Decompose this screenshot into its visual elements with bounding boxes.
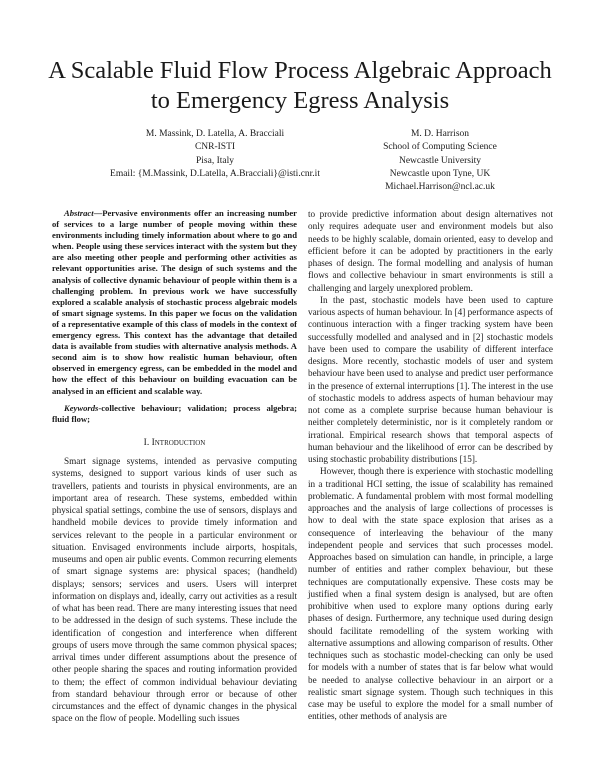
author-names: M. D. Harrison <box>410 129 470 139</box>
intro-paragraph: Smart signage systems, intended as pervasive computing systems, designed to support various kinds of user such as travellers, patients and tourists in physical environments, are an important area of research. These systems, embedded within physical spatial settings, combine the use of sensors, displays and handheld mobile devices to provide timely information and services relevant to the people in a particular environment or situation. Envisaged environments include airports, hospitals, museums and open air public events. Common recurring elements of smart signage systems are: physical spaces; (handheld) displays; sensors; services and users. Users will interpret information on displays and, ideally, carry out activities as a result of what has been read. There are many interesting issues that need to be addressed in the design of such systems. These include the identification of congestion and interference when different groups of users move through the same common physical spaces; arrival times under different assumptions about the presence of other people sharing the spaces and routing information provided to them; the effect of common individual behaviour deviating from standard behaviour through error or because of other circumstances and the effect of dynamic changes in the physical space on the flow of people. Modelling such issues <box>52 456 297 724</box>
title-line-1: A Scalable Fluid Flow Process Algebraic Approach <box>48 57 552 84</box>
body-paragraph: In the past, stochastic models have been used to capture various aspects of human behaviour. In [4] performance aspects of continuous interaction with a finger tracking system have been successfully modelled and analysed and in [2] stochastic models have been used to compare the usability of different interface designs. More recently, stochastic models of user and system behaviour have been used to analyse and predict user performance in the presence of external interruptions [1]. The interest in the use of stochastic models to address aspects of human behaviour may not come as a complete surprise because human behaviour is neither completely deterministic, nor is it completely random or irrational. Empirical research shows that temporal aspects of human behaviour and the likelihood of error can be described by using stochastic probability distributions [15]. <box>308 294 553 464</box>
right-column <box>308 208 553 723</box>
author-email: Email: {M.Massink, D.Latella, A.Bracciali}@isti.cnr.it <box>110 168 320 179</box>
paper-title <box>40 56 560 116</box>
left-column <box>52 208 297 725</box>
author-location: Newcastle upon Tyne, UK <box>389 168 491 179</box>
keywords-text: -collective behaviour; validation; process algebra; fluid flow; <box>52 402 297 424</box>
author-block-left <box>80 128 350 181</box>
keywords-label: Keywords <box>64 402 99 413</box>
title-line-2: to Emergency Egress Analysis <box>150 87 450 114</box>
author-institution: CNR-ISTI <box>194 142 236 153</box>
abstract-text: —Pervasive environments offer an increasing number of services to a large number of people moving within these environments including timely information about where to go and when. People using these services interact with the system but they are also meeting other people and performing other activities as relevant opportunities arise. The design of such systems and the analysis of collective dynamic behaviour of people within them is a challenging problem. In previous work we have successfully explored a scalable analysis of stochastic process algebraic models of smart signage systems. In this paper we focus on the validation of a representative example of this class of models in the context of emergency egress. This context has the advantage that detailed data is available from studies with alternative analysis methods. A second aim is to show how realistic human behaviour, often observed in emergency egress, can be embedded in the model and how the effect of this behaviour on building evacuation can be analysed in an efficient and scalable way. <box>52 208 297 396</box>
abstract-label: Abstract <box>64 208 94 218</box>
keywords <box>52 403 297 425</box>
body-paragraph: to provide predictive information about design alternatives not only requires adequate user and environment models but also needs to be highly scalable, domain oriented, easy to develop and efficient before it can be adopted by practitioners in the early phases of design. The formal modelling and analysis of human flows and collective behaviour in smart environments is still a challenging and largely unexplored problem. <box>308 209 553 293</box>
author-university: Newcastle University <box>398 155 482 166</box>
section-heading-introduction: I. Introduction <box>143 437 206 448</box>
body-paragraph: However, though there is experience with stochastic modelling in a traditional HCI setting, the issue of scalability has remained problematic. A fundamental problem with most formal modelling approaches and the analysis of large collections of processes is how to deal with the state space explosion that arises as a consequence of interleaving the behaviour of the many independent people and services that such processes model. Approaches based on simulation can handle, in principle, a large number of entities and rather complex behaviour, but these techniques are computationally expensive. These costs may be justified when a final system design is analysed, but are often prohibitive when used to explore many options during early phases of design. Furthermore, any technique used during design should facilitate remodelling of the system working with alternative assumptions and allowing comparison of results. Other techniques such as stochastic model-checking can only be used for models with a number of states that is far below what would be needed to analyse collective behaviour in an airport or a realistic smart signage system. Though such techniques in this case may be useful to explore the model for a small number of entities, other methods of analysis are <box>308 466 553 722</box>
author-institution: School of Computing Science <box>383 142 497 153</box>
abstract <box>52 208 297 397</box>
author-names: M. Massink, D. Latella, A. Bracciali <box>145 129 285 139</box>
author-email: Michael.Harrison@ncl.ac.uk <box>385 182 495 193</box>
author-location: Pisa, Italy <box>196 155 234 166</box>
author-block-right <box>345 128 535 194</box>
